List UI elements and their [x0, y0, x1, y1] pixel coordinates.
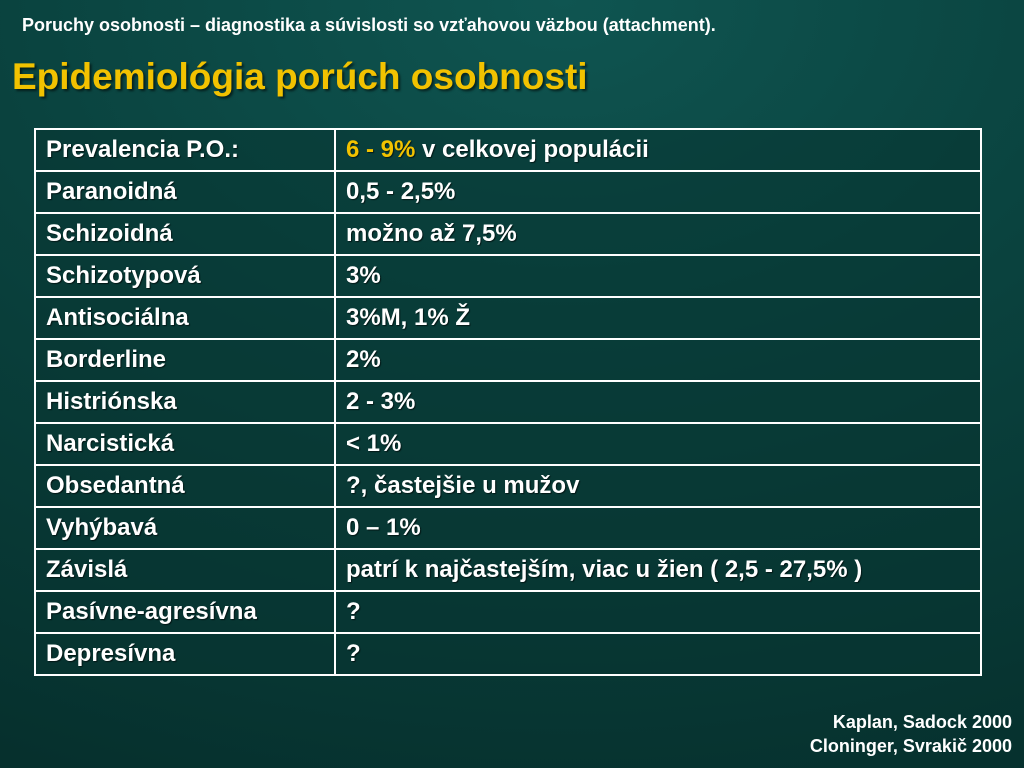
disorder-prevalence: 2 - 3% — [335, 381, 981, 423]
disorder-type: Závislá — [35, 549, 335, 591]
table-row — [35, 171, 981, 213]
disorder-type: Pasívne-agresívna — [35, 591, 335, 633]
table-header-row — [35, 129, 981, 171]
disorder-prevalence: ? — [335, 633, 981, 675]
disorder-prevalence: ? — [335, 591, 981, 633]
disorder-prevalence: patrí k najčastejším, viac u žien ( 2,5 - 27,5% ) — [335, 549, 981, 591]
table-row — [35, 507, 981, 549]
disorder-prevalence: 2% — [335, 339, 981, 381]
disorder-prevalence: 0 – 1% — [335, 507, 981, 549]
prevalence-rest: v celkovej populácii — [415, 136, 649, 163]
table-row — [35, 591, 981, 633]
disorder-type: Schizotypová — [35, 255, 335, 297]
table-row — [35, 297, 981, 339]
disorder-prevalence: 0,5 - 2,5% — [335, 171, 981, 213]
table-row — [35, 339, 981, 381]
disorder-type: Histriónska — [35, 381, 335, 423]
source-line: Kaplan, Sadock 2000 — [832, 712, 1012, 732]
disorder-prevalence: možno až 7,5% — [335, 213, 981, 255]
disorder-prevalence: < 1% — [335, 423, 981, 465]
disorder-type: Narcistická — [35, 423, 335, 465]
disorder-prevalence: ?, častejšie u mužov — [335, 465, 981, 507]
prevalence-highlight: 6 - 9% — [346, 136, 416, 163]
slide-header: Poruchy osobnosti – diagnostika a súvislosti so vzťahovou väzbou (attachment). — [22, 15, 716, 35]
table-row — [35, 255, 981, 297]
disorder-type: Vyhýbavá — [35, 507, 335, 549]
prevalence-table — [34, 128, 982, 676]
source-line: Cloninger, Svrakič 2000 — [809, 736, 1012, 756]
table-row — [35, 213, 981, 255]
slide-title: Epidemiológia porúch osobnosti — [12, 56, 588, 97]
table-row — [35, 381, 981, 423]
table-row — [35, 423, 981, 465]
table-row — [35, 549, 981, 591]
prevalence-value — [335, 129, 981, 171]
disorder-type: Obsedantná — [35, 465, 335, 507]
disorder-prevalence: 3%M, 1% Ž — [335, 297, 981, 339]
disorder-type: Depresívna — [35, 633, 335, 675]
disorder-type: Paranoidná — [35, 171, 335, 213]
disorder-type: Borderline — [35, 339, 335, 381]
sources-citation — [810, 710, 1012, 758]
table-row — [35, 465, 981, 507]
disorder-type: Schizoidná — [35, 213, 335, 255]
disorder-type: Antisociálna — [35, 297, 335, 339]
table-row — [35, 633, 981, 675]
prevalence-label: Prevalencia P.O.: — [35, 129, 335, 171]
disorder-prevalence: 3% — [335, 255, 981, 297]
